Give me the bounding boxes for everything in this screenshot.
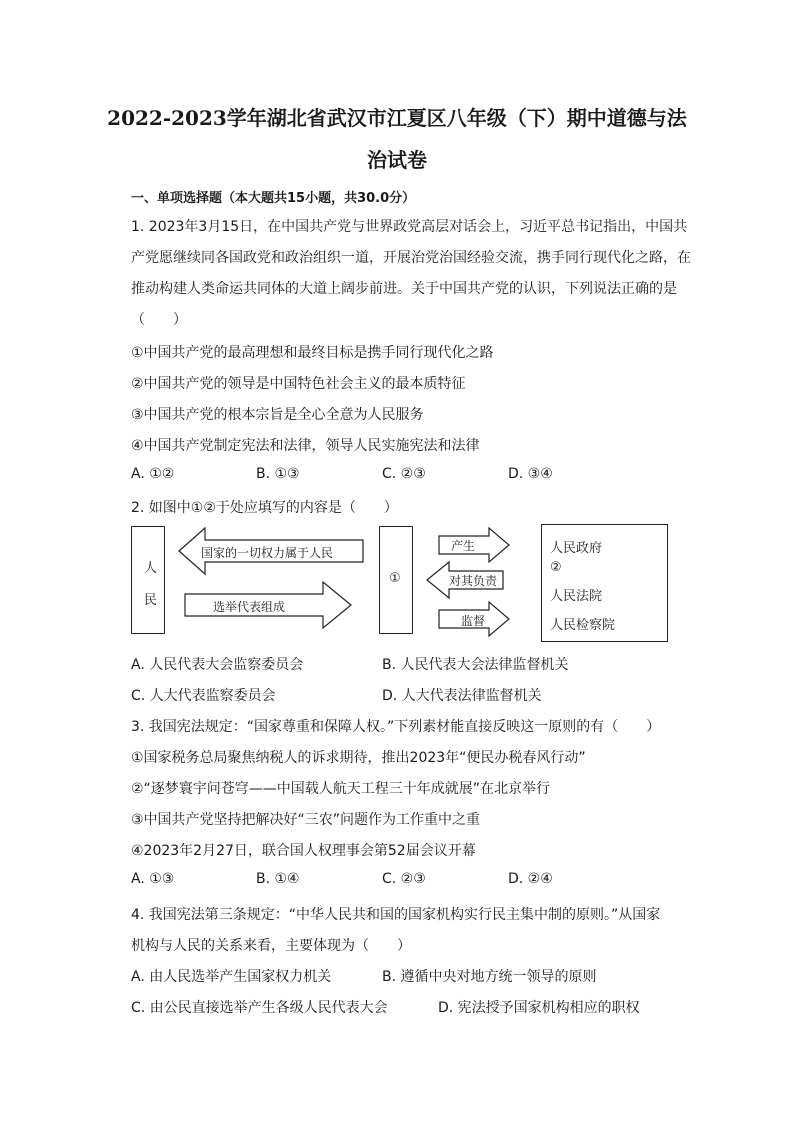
- q1-option-a[interactable]: A. ①②: [131, 466, 175, 482]
- q4-option-c[interactable]: C. 由公民直接选举产生各级人民代表大会: [131, 1000, 388, 1016]
- q3-option-a[interactable]: A. ①③: [131, 871, 175, 887]
- state-organs-box: [541, 524, 668, 642]
- q4-stem-line: 4. 我国宪法第三条规定：“中华人民共和国的国家机构实行民主集中制的原则。”从国家: [131, 907, 661, 923]
- q1-option-b[interactable]: B. ①③: [256, 466, 300, 482]
- q3-option-c[interactable]: C. ②③: [382, 871, 426, 887]
- arrow-produce-label: 产生: [451, 539, 476, 553]
- blank-1-box: [379, 526, 413, 634]
- arrow-supervise-label: 监督: [461, 614, 486, 628]
- q1-stem-line: （ ）: [131, 312, 187, 328]
- arrow-power-label: 国家的一切权力属于人民: [201, 546, 334, 560]
- organ-blank-2: ②: [550, 560, 562, 575]
- q1-item: ①中国共产党的最高理想和最终目标是携手同行现代化之路: [131, 345, 494, 361]
- q4-option-d[interactable]: D. 宪法授予国家机构相应的职权: [438, 1000, 640, 1016]
- q3-option-d[interactable]: D. ②④: [508, 871, 553, 887]
- q2-option-b[interactable]: B. 人民代表大会法律监督机关: [382, 657, 569, 673]
- section-heading: 一、单项选择题（本大题共15小题，共30.0分）: [131, 191, 416, 206]
- organ-government: 人民政府: [550, 541, 603, 556]
- q2-stem: 2. 如图中①②于处应填写的内容是（ ）: [131, 500, 398, 516]
- q1-item: ③中国共产党的根本宗旨是全心全意为人民服务: [131, 407, 424, 423]
- q2-option-a[interactable]: A. 人民代表大会监察委员会: [131, 657, 304, 673]
- q1-option-c[interactable]: C. ②③: [382, 466, 426, 482]
- exam-title-line2: 治试卷: [367, 148, 427, 172]
- q1-stem-line: 1. 2023年3月15日，在中国共产党与世界政党高层对话会上，习近平总书记指出，中国共: [131, 219, 688, 235]
- q3-item: ②“逐梦寰宇问苍穹——中国载人航天工程三十年成就展”在北京举行: [131, 781, 551, 797]
- q2-option-d[interactable]: D. 人大代表法律监督机关: [382, 688, 542, 704]
- people-char: 人: [144, 561, 158, 576]
- people-box: [131, 526, 165, 634]
- q1-option-d[interactable]: D. ③④: [508, 466, 553, 482]
- organ-procuratorate: 人民检察院: [550, 618, 616, 633]
- q2-diagram: [131, 524, 671, 646]
- q4-option-a[interactable]: A. 由人民选举产生国家权力机关: [131, 969, 332, 985]
- q3-item: ④2023年2月27日，联合国人权理事会第52届会议开幕: [131, 843, 476, 859]
- blank-1-label: ①: [389, 571, 401, 586]
- organ-court: 人民法院: [550, 589, 603, 604]
- q1-item: ④中国共产党制定宪法和法律，领导人民实施宪法和法律: [131, 438, 480, 454]
- q3-option-b[interactable]: B. ①④: [256, 871, 300, 887]
- exam-title-line1: 2022-2023学年湖北省武汉市江夏区八年级（下）期中道德与法: [107, 106, 687, 130]
- q1-stem-line: 推动构建人类命运共同体的大道上阔步前进。关于中国共产党的认识，下列说法正确的是: [131, 281, 677, 297]
- q3-item: ①国家税务总局聚焦纳税人的诉求期待，推出2023年“便民办税春风行动”: [131, 750, 586, 766]
- arrow-elect-label: 选举代表组成: [213, 600, 286, 614]
- q1-item: ②中国共产党的领导是中国特色社会主义的最本质特征: [131, 376, 466, 392]
- q1-stem-line: 产党愿继续同各国政党和政治组织一道，开展治党治国经验交流，携手同行现代化之路，在: [131, 250, 691, 266]
- q4-stem-line: 机构与人民的关系来看，主要体现为（ ）: [131, 938, 411, 954]
- q3-stem: 3. 我国宪法规定：“国家尊重和保障人权。”下列素材能直接反映这一原则的有（ ）: [131, 719, 661, 735]
- q4-option-b[interactable]: B. 遵循中央对地方统一领导的原则: [382, 969, 597, 985]
- people-char: 民: [144, 593, 158, 608]
- q2-option-c[interactable]: C. 人大代表监察委员会: [131, 688, 276, 704]
- q3-item: ③中国共产党坚持把解决好“三农”问题作为工作重中之重: [131, 812, 481, 828]
- arrow-responsible-label: 对其负责: [449, 574, 498, 588]
